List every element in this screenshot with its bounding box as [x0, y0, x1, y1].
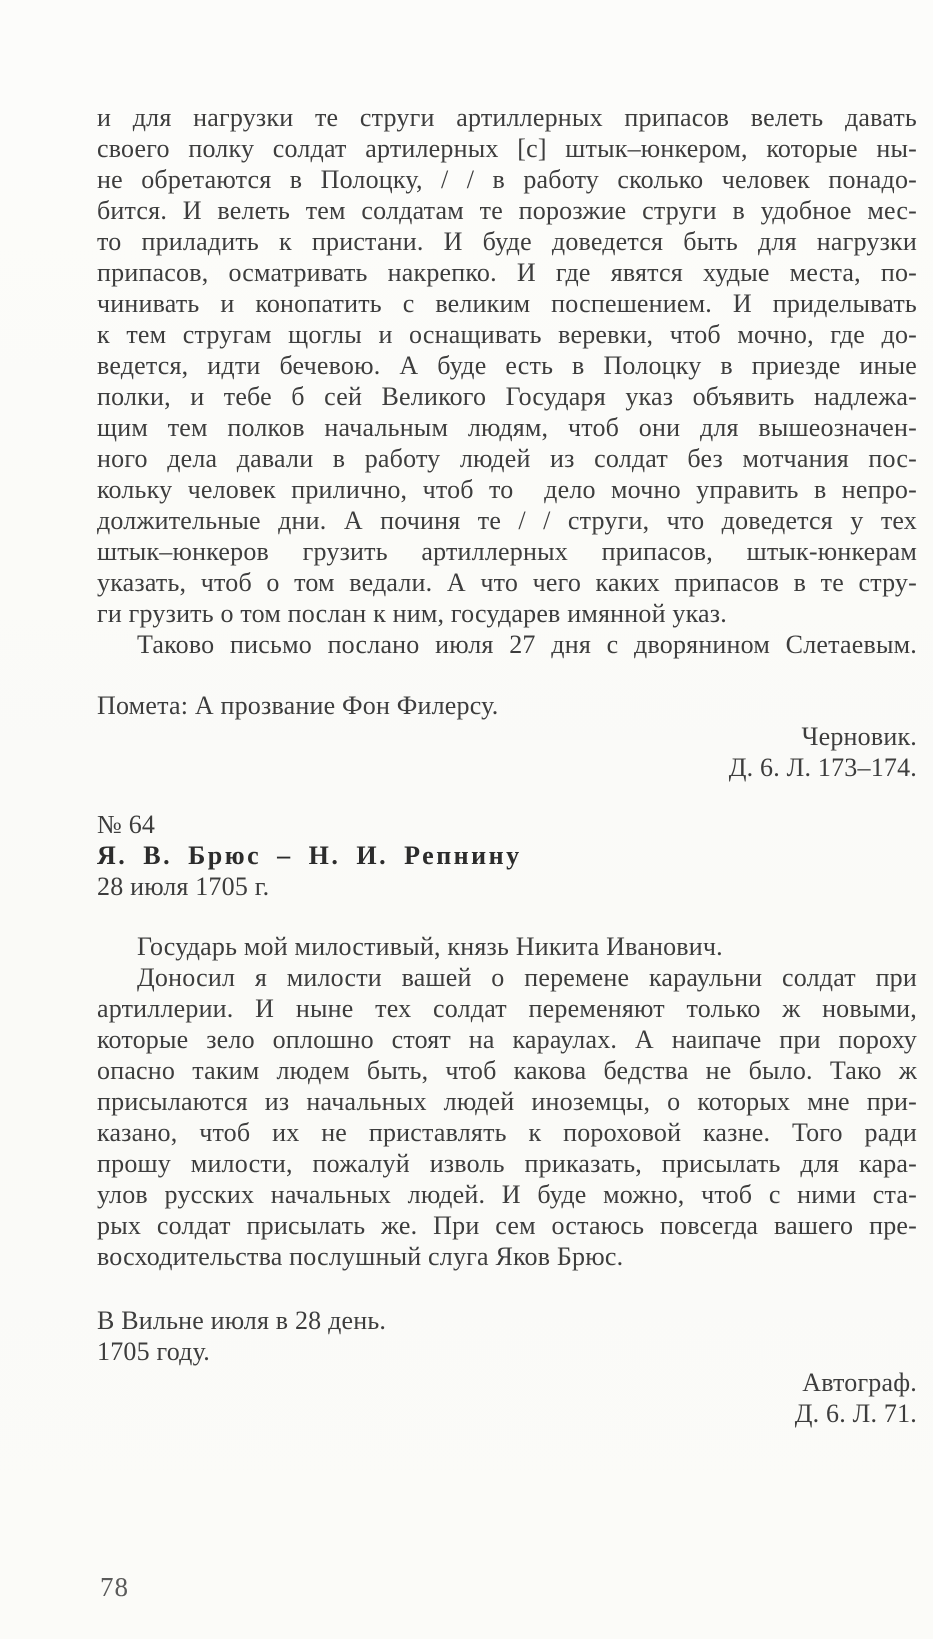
- text-line: ги грузить о том послан к ним, государев имянной указ.: [97, 599, 727, 628]
- text-line: кольку человек прилично, чтоб то дело мочно управить в непро-: [97, 475, 917, 504]
- doc63-source-type: Черновик.: [801, 722, 917, 751]
- text-line: прошу милости, пожалуй изволь приказать, присылать для кара-: [97, 1149, 917, 1178]
- text-line: опасно таким людем быть, чтоб какова бедства не было. Тако ж: [97, 1056, 917, 1085]
- text-line: ведется, идти бечевою. А буде есть в Полоцку в приезде иные: [97, 351, 917, 380]
- doc64-source-block: [97, 1367, 917, 1429]
- text-line: рых солдат присылать же. При сем остаюсь повсегда вашего пре-: [97, 1211, 917, 1240]
- text-block: [97, 102, 917, 1429]
- text-line: и для нагрузки те струги артиллерных припасов велеть давать: [97, 103, 917, 132]
- text-line: указать, чтоб о том ведали. А что чего каких припасов в те стру-: [97, 568, 917, 597]
- text-line: полки, и тебе б сей Великого Государя указ объявить надлежа-: [97, 382, 917, 411]
- text-line: чинивать и конопатить с великим поспешением. И приделывать: [97, 289, 917, 318]
- doc63-body: [97, 102, 917, 660]
- text-line: то приладить к пристани. И буде доведется быть для нагрузки: [97, 227, 917, 256]
- doc64-source-reference: Д. 6. Л. 71.: [794, 1399, 917, 1428]
- text-line: ного дела давали в работу людей из солдат без мотчания пос-: [97, 444, 917, 473]
- text-line: не обретаются в Полоцку, / / в работу сколько человек понадо-: [97, 165, 917, 194]
- text-line: Доносил я милости вашей о перемене караульни солдат при: [137, 963, 917, 992]
- text-line: штык–юнкеров грузить артиллерных припасов, штык-юнкерам: [97, 537, 917, 566]
- doc64-year-line: 1705 году.: [97, 1337, 210, 1366]
- text-line: своего полку солдат артилерных [с] штык–юнкером, которые ны-: [97, 134, 917, 163]
- text-line: Таково письмо послано июля 27 дня с дворянином Слетаевым.: [137, 630, 917, 659]
- page-footer: [100, 1572, 129, 1603]
- doc63-archival-note: Помета: А прозвание Фон Филерсу.: [97, 691, 499, 720]
- doc63-source-block: [97, 721, 917, 783]
- text-line: казано, чтоб их не приставлять к пороховой казне. Того ради: [97, 1118, 917, 1147]
- doc64-title: Я. В. Брюс – Н. И. Репнину: [97, 841, 522, 870]
- doc64-body: [97, 931, 917, 1272]
- text-line: улов русских начальных людей. И буде можно, чтоб с ними ста-: [97, 1180, 917, 1209]
- doc64-number: № 64: [97, 810, 156, 839]
- doc64-date: 28 июля 1705 г.: [97, 872, 270, 901]
- text-line: артиллерии. И ныне тех солдат переменяют только ж новыми,: [97, 994, 917, 1023]
- doc64-source-type: Автограф.: [802, 1368, 917, 1397]
- text-line: восходительства послушный слуга Яков Брюс.: [97, 1242, 624, 1271]
- text-line: щим тем полков начальным людям, чтоб они для вышеозначен-: [97, 413, 917, 442]
- text-line: припасов, осматривать накрепко. И где явятся худые места, по-: [97, 258, 917, 287]
- doc64-place-block: [97, 1305, 917, 1367]
- page-number: 78: [100, 1572, 129, 1602]
- doc64-heading: [97, 809, 917, 902]
- text-line: которые зело оплошно стоят на караулах. А наипаче при пороху: [97, 1025, 917, 1054]
- document-63-continuation: [97, 102, 917, 783]
- doc63-source-reference: Д. 6. Л. 173–174.: [728, 753, 917, 782]
- text-line: к тем стругам щоглы и оснащивать веревки, чтоб мочно, где до-: [97, 320, 917, 349]
- text-line: бится. И велеть тем солдатам те порозжие струги в удобное мес-: [97, 196, 917, 225]
- text-line: присылаются из начальных людей иноземцы, о которых мне при-: [97, 1087, 917, 1116]
- document-64: [97, 809, 917, 1429]
- doc64-place-line: В Вильне июля в 28 день.: [97, 1306, 387, 1335]
- text-line: Государь мой милостивый, князь Никита Иванович.: [137, 932, 723, 961]
- text-line: должительные дни. А починя те / / струги, что доведется у тех: [97, 506, 917, 535]
